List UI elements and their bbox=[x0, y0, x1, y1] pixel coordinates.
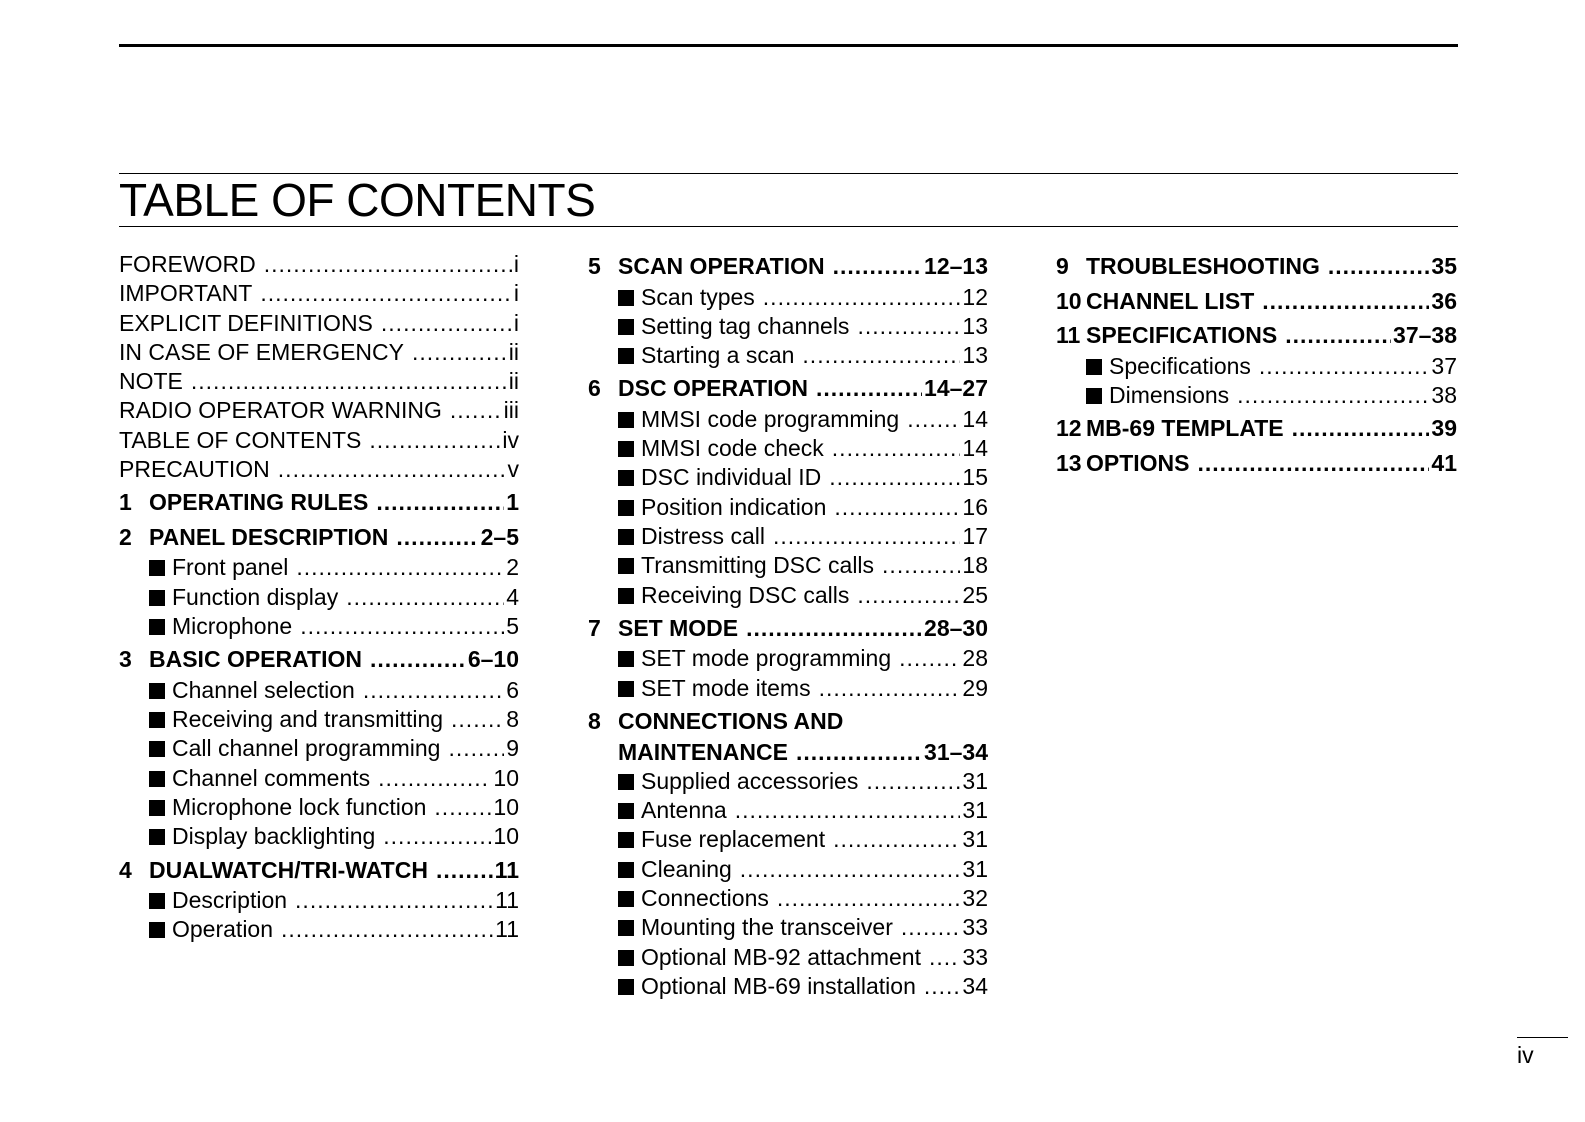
entry-label: FOREWORD bbox=[119, 251, 256, 277]
entry-label: MAINTENANCE bbox=[618, 738, 788, 765]
toc-section-entry[interactable] bbox=[119, 612, 519, 641]
entry-label: IMPORTANT bbox=[119, 280, 253, 307]
chapter-number: 5 bbox=[588, 253, 601, 279]
square-bullet-icon bbox=[618, 979, 634, 995]
toc-chapter-entry[interactable] bbox=[119, 519, 519, 554]
entry-page-number: 16 bbox=[962, 493, 988, 520]
toc-section-entry[interactable] bbox=[588, 434, 988, 463]
dot-leader bbox=[191, 367, 507, 396]
toc-column-3 bbox=[1056, 250, 1457, 479]
toc-section-entry[interactable] bbox=[588, 341, 988, 370]
entry-label: Description bbox=[172, 887, 288, 914]
dot-leader bbox=[929, 943, 960, 972]
square-bullet-icon bbox=[618, 412, 634, 428]
dot-leader bbox=[376, 486, 504, 519]
toc-section-entry[interactable] bbox=[588, 884, 988, 913]
toc-section-entry[interactable] bbox=[119, 676, 519, 705]
entry-label: PANEL DESCRIPTION bbox=[149, 523, 389, 550]
dot-leader bbox=[278, 455, 506, 484]
entry-page-number: 11 bbox=[495, 887, 519, 914]
dot-leader bbox=[1292, 412, 1430, 445]
toc-front-matter-entry[interactable] bbox=[119, 279, 519, 308]
square-bullet-icon bbox=[149, 800, 165, 816]
entry-page-number: 33 bbox=[962, 943, 988, 970]
entry-label: Channel selection bbox=[172, 676, 355, 703]
title-rule-bottom bbox=[119, 226, 1458, 227]
square-bullet-icon bbox=[618, 319, 634, 335]
chapter-number: 1 bbox=[119, 489, 132, 516]
toc-front-matter-entry[interactable] bbox=[119, 396, 519, 425]
square-bullet-icon bbox=[149, 741, 165, 757]
square-bullet-icon bbox=[618, 500, 634, 516]
entry-page-number: 2 bbox=[506, 554, 519, 581]
chapter-number: 12 bbox=[1056, 415, 1082, 442]
entry-page-number: iii bbox=[503, 397, 519, 424]
dot-leader bbox=[281, 915, 493, 944]
toc-column-2 bbox=[588, 250, 988, 1001]
entry-label: SCAN OPERATION bbox=[618, 253, 825, 279]
entry-label: SET MODE bbox=[618, 614, 739, 641]
entry-page-number: 10 bbox=[493, 764, 519, 791]
dot-leader bbox=[378, 764, 491, 793]
toc-section-entry[interactable] bbox=[119, 822, 519, 851]
entry-label: Display backlighting bbox=[172, 823, 376, 850]
entry-label: OPTIONS bbox=[1086, 449, 1190, 476]
entry-page-number: 38 bbox=[1431, 381, 1457, 408]
toc-section-entry[interactable] bbox=[588, 283, 988, 312]
entry-label: SPECIFICATIONS bbox=[1086, 322, 1278, 348]
entry-label: Channel comments bbox=[172, 764, 371, 791]
entry-label: OPERATING RULES bbox=[149, 489, 369, 516]
toc-section-entry[interactable] bbox=[588, 522, 988, 551]
square-bullet-icon bbox=[618, 651, 634, 667]
toc-section-entry[interactable] bbox=[1056, 381, 1457, 410]
entry-page-number: 6 bbox=[506, 676, 519, 703]
square-bullet-icon bbox=[618, 681, 634, 697]
toc-chapter-entry[interactable] bbox=[1056, 410, 1457, 445]
dot-leader bbox=[260, 279, 512, 308]
top-rule bbox=[119, 44, 1458, 47]
entry-page-number: 37 bbox=[1431, 352, 1457, 379]
dot-leader bbox=[746, 612, 922, 645]
dot-leader bbox=[381, 309, 512, 338]
entry-page-number: 31 bbox=[962, 797, 988, 824]
square-bullet-icon bbox=[1086, 388, 1102, 404]
toc-chapter-entry[interactable] bbox=[119, 484, 519, 519]
entry-page-number: iv bbox=[502, 426, 519, 453]
entry-label: MMSI code check bbox=[641, 435, 824, 462]
entry-page-number: 2–5 bbox=[480, 523, 519, 550]
entry-label: Position indication bbox=[641, 493, 827, 520]
chapter-number: 7 bbox=[588, 614, 601, 641]
toc-section-entry[interactable] bbox=[588, 972, 988, 1001]
entry-label: Transmitting DSC calls bbox=[641, 552, 875, 579]
entry-label: DSC OPERATION bbox=[618, 375, 808, 402]
toc-section-entry[interactable] bbox=[119, 583, 519, 612]
dot-leader bbox=[450, 396, 502, 425]
toc-chapter-entry[interactable] bbox=[588, 250, 988, 283]
entry-label: DSC individual ID bbox=[641, 464, 822, 491]
entry-page-number: 33 bbox=[962, 914, 988, 941]
toc-section-entry[interactable] bbox=[588, 493, 988, 522]
dot-leader bbox=[396, 521, 478, 554]
entry-label: Connections bbox=[641, 885, 769, 912]
square-bullet-icon bbox=[149, 922, 165, 938]
toc-section-entry[interactable] bbox=[588, 767, 988, 796]
square-bullet-icon bbox=[149, 829, 165, 845]
toc-section-entry[interactable] bbox=[588, 551, 988, 580]
square-bullet-icon bbox=[618, 803, 634, 819]
entry-page-number: i bbox=[513, 251, 519, 277]
entry-page-number: 31 bbox=[962, 826, 988, 853]
entry-page-number: 4 bbox=[506, 583, 519, 610]
chapter-number: 8 bbox=[588, 708, 601, 735]
toc-front-matter-entry[interactable] bbox=[119, 426, 519, 455]
entry-page-number: 10 bbox=[493, 793, 519, 820]
entry-label: Front panel bbox=[172, 554, 289, 581]
entry-page-number: 31 bbox=[962, 767, 988, 794]
dot-leader bbox=[832, 434, 961, 463]
entry-label: Receiving and transmitting bbox=[172, 706, 444, 733]
entry-label: Call channel programming bbox=[172, 735, 441, 762]
square-bullet-icon bbox=[149, 683, 165, 699]
chapter-number: 13 bbox=[1056, 449, 1082, 476]
entry-label: Distress call bbox=[641, 523, 765, 550]
entry-page-number: 28–30 bbox=[924, 614, 988, 641]
toc-section-entry[interactable] bbox=[588, 674, 988, 703]
dot-leader bbox=[296, 553, 504, 582]
page-number-rule bbox=[1517, 1037, 1568, 1038]
dot-leader bbox=[436, 854, 493, 887]
chapter-number: 11 bbox=[1056, 322, 1081, 348]
entry-page-number: 18 bbox=[962, 552, 988, 579]
square-bullet-icon bbox=[618, 774, 634, 790]
entry-label: Microphone lock function bbox=[172, 793, 427, 820]
toc-chapter-entry[interactable] bbox=[119, 852, 519, 887]
entry-page-number: 31 bbox=[962, 855, 988, 882]
dot-leader bbox=[370, 643, 466, 676]
entry-label: TROUBLESHOOTING bbox=[1086, 253, 1320, 279]
chapter-number: 10 bbox=[1056, 287, 1082, 314]
toc-front-matter-entry[interactable] bbox=[119, 338, 519, 367]
dot-leader bbox=[346, 583, 504, 612]
entry-page-number: 32 bbox=[962, 885, 988, 912]
square-bullet-icon bbox=[618, 891, 634, 907]
entry-page-number: 13 bbox=[962, 312, 988, 339]
entry-label: Microphone bbox=[172, 612, 293, 639]
toc-section-entry[interactable] bbox=[119, 705, 519, 734]
square-bullet-icon bbox=[149, 712, 165, 728]
entry-label: IN CASE OF EMERGENCY bbox=[119, 338, 404, 365]
entry-label: RADIO OPERATOR WARNING bbox=[119, 397, 442, 424]
entry-page-number: 9 bbox=[506, 735, 519, 762]
dot-leader bbox=[264, 250, 512, 279]
dot-leader bbox=[802, 341, 960, 370]
entry-page-number: 11 bbox=[494, 856, 519, 883]
dot-leader bbox=[740, 855, 961, 884]
dot-leader bbox=[1198, 447, 1430, 480]
entry-label: NOTE bbox=[119, 368, 183, 395]
entry-label: MMSI code programming bbox=[641, 405, 900, 432]
dot-leader bbox=[383, 822, 491, 851]
toc-section-entry[interactable] bbox=[1056, 352, 1457, 381]
entry-label: Mounting the transceiver bbox=[641, 914, 893, 941]
entry-page-number: ii bbox=[508, 368, 519, 395]
entry-label: Dimensions bbox=[1109, 381, 1230, 408]
entry-page-number: 28 bbox=[962, 645, 988, 672]
dot-leader bbox=[857, 581, 960, 610]
toc-section-entry[interactable] bbox=[119, 734, 519, 763]
toc-chapter-entry[interactable] bbox=[1056, 317, 1457, 352]
square-bullet-icon bbox=[618, 348, 634, 364]
entry-page-number: 5 bbox=[506, 612, 519, 639]
toc-section-entry[interactable] bbox=[119, 793, 519, 822]
entry-label: Receiving DSC calls bbox=[641, 581, 850, 608]
toc-column-1 bbox=[119, 250, 519, 945]
toc-section-entry[interactable] bbox=[588, 943, 988, 972]
entry-label: Setting tag channels bbox=[641, 312, 850, 339]
square-bullet-icon bbox=[618, 529, 634, 545]
toc-chapter-entry[interactable] bbox=[1056, 445, 1457, 480]
toc-section-entry[interactable] bbox=[588, 855, 988, 884]
entry-page-number: 14 bbox=[962, 435, 988, 462]
page-number: iv bbox=[1517, 1042, 1534, 1068]
entry-label: Operation bbox=[172, 916, 274, 943]
entry-label: Function display bbox=[172, 583, 339, 610]
dot-leader bbox=[866, 767, 960, 796]
entry-label: Specifications bbox=[1109, 352, 1251, 379]
dot-leader bbox=[412, 338, 507, 367]
entry-label: Cleaning bbox=[641, 855, 732, 882]
square-bullet-icon bbox=[618, 920, 634, 936]
entry-page-number: 34 bbox=[962, 972, 988, 999]
dot-leader bbox=[451, 705, 504, 734]
entry-label: Scan types bbox=[641, 283, 755, 310]
entry-page-number: 8 bbox=[506, 706, 519, 733]
toc-section-entry[interactable] bbox=[588, 405, 988, 434]
entry-page-number: 12 bbox=[962, 283, 988, 310]
square-bullet-icon bbox=[618, 832, 634, 848]
entry-page-number: 17 bbox=[962, 523, 988, 550]
entry-label: CHANNEL LIST bbox=[1086, 287, 1255, 314]
dot-leader bbox=[369, 426, 500, 455]
square-bullet-icon bbox=[149, 771, 165, 787]
entry-label: Optional MB-69 installation bbox=[641, 972, 916, 999]
toc-front-matter-entry[interactable] bbox=[119, 309, 519, 338]
entry-page-number: i bbox=[513, 309, 519, 336]
entry-page-number: 10 bbox=[493, 823, 519, 850]
dot-leader bbox=[434, 793, 491, 822]
toc-section-entry[interactable] bbox=[119, 915, 519, 944]
entry-label: DUALWATCH/TRI-WATCH bbox=[149, 856, 428, 883]
toc-section-entry[interactable] bbox=[588, 463, 988, 492]
entry-label: Starting a scan bbox=[641, 342, 795, 369]
entry-label: Fuse replacement bbox=[641, 826, 826, 853]
entry-label: MB-69 TEMPLATE bbox=[1086, 415, 1284, 442]
chapter-number: 2 bbox=[119, 523, 132, 550]
entry-page-number: 12–13 bbox=[924, 253, 988, 279]
entry-page-number: 35 bbox=[1431, 253, 1457, 279]
entry-page-number: 11 bbox=[495, 916, 519, 943]
chapter-number: 6 bbox=[588, 375, 601, 402]
toc-chapter-entry-continued[interactable] bbox=[588, 738, 988, 767]
dot-leader bbox=[1262, 285, 1429, 318]
square-bullet-icon bbox=[1086, 359, 1102, 375]
entry-label: TABLE OF CONTENTS bbox=[119, 426, 362, 453]
entry-page-number: 6–10 bbox=[467, 646, 519, 673]
entry-page-number: i bbox=[513, 280, 519, 307]
toc-section-entry[interactable] bbox=[588, 644, 988, 673]
dot-leader bbox=[773, 522, 960, 551]
square-bullet-icon bbox=[618, 588, 634, 604]
dot-leader bbox=[1328, 250, 1430, 283]
toc-chapter-entry[interactable] bbox=[1056, 283, 1457, 318]
entry-page-number: ii bbox=[508, 338, 519, 365]
toc-section-entry[interactable] bbox=[588, 312, 988, 341]
entry-label: Supplied accessories bbox=[641, 767, 859, 794]
entry-page-number: 13 bbox=[962, 342, 988, 369]
toc-front-matter-entry[interactable] bbox=[119, 250, 519, 279]
toc-section-entry[interactable] bbox=[588, 581, 988, 610]
dot-leader bbox=[833, 250, 922, 283]
toc-section-entry[interactable] bbox=[119, 553, 519, 582]
toc-front-matter-entry[interactable] bbox=[119, 367, 519, 396]
toc-chapter-entry[interactable] bbox=[1056, 250, 1457, 283]
toc-section-entry[interactable] bbox=[119, 886, 519, 915]
toc-front-matter-entry[interactable] bbox=[119, 455, 519, 484]
toc-chapter-entry[interactable] bbox=[588, 703, 988, 738]
dot-leader bbox=[1237, 381, 1429, 410]
dot-leader bbox=[899, 644, 960, 673]
toc-section-entry[interactable] bbox=[119, 764, 519, 793]
entry-label: BASIC OPERATION bbox=[149, 646, 362, 673]
chapter-number: 3 bbox=[119, 646, 132, 673]
toc-section-entry[interactable] bbox=[588, 796, 988, 825]
square-bullet-icon bbox=[149, 619, 165, 635]
square-bullet-icon bbox=[618, 290, 634, 306]
entry-page-number: 41 bbox=[1431, 449, 1457, 476]
toc-section-entry[interactable] bbox=[588, 913, 988, 942]
dot-leader bbox=[924, 972, 961, 1001]
square-bullet-icon bbox=[149, 560, 165, 576]
dot-leader bbox=[901, 913, 961, 942]
entry-page-number: 14 bbox=[962, 405, 988, 432]
square-bullet-icon bbox=[618, 950, 634, 966]
entry-label: SET mode programming bbox=[641, 645, 892, 672]
dot-leader bbox=[857, 312, 960, 341]
toc-section-entry[interactable] bbox=[588, 825, 988, 854]
toc-chapter-entry[interactable] bbox=[588, 610, 988, 645]
square-bullet-icon bbox=[149, 893, 165, 909]
entry-page-number: 36 bbox=[1431, 287, 1457, 314]
entry-page-number: 39 bbox=[1431, 415, 1457, 442]
dot-leader bbox=[819, 674, 961, 703]
entry-page-number: 15 bbox=[962, 464, 988, 491]
entry-label: Antenna bbox=[641, 797, 727, 824]
entry-page-number: v bbox=[507, 456, 519, 483]
entry-page-number: 31–34 bbox=[924, 738, 988, 765]
toc-chapter-entry[interactable] bbox=[119, 641, 519, 676]
dot-leader bbox=[300, 612, 504, 641]
square-bullet-icon bbox=[149, 590, 165, 606]
dot-leader bbox=[833, 825, 960, 854]
entry-label: SET mode items bbox=[641, 674, 811, 701]
square-bullet-icon bbox=[618, 558, 634, 574]
entry-page-number: 37–38 bbox=[1393, 322, 1457, 348]
dot-leader bbox=[834, 493, 960, 522]
dot-leader bbox=[796, 738, 922, 767]
entry-page-number: 29 bbox=[962, 674, 988, 701]
entry-label: PRECAUTION bbox=[119, 456, 270, 483]
dot-leader bbox=[448, 734, 504, 763]
dot-leader bbox=[1285, 319, 1391, 352]
dot-leader bbox=[1259, 352, 1429, 381]
dot-leader bbox=[882, 551, 960, 580]
square-bullet-icon bbox=[618, 441, 634, 457]
dot-leader bbox=[907, 405, 960, 434]
entry-page-number: 1 bbox=[506, 489, 519, 516]
dot-leader bbox=[295, 886, 493, 915]
entry-page-number: 14–27 bbox=[924, 375, 988, 402]
entry-page-number: 25 bbox=[962, 581, 988, 608]
dot-leader bbox=[763, 283, 961, 312]
chapter-number: 9 bbox=[1056, 253, 1069, 279]
dot-leader bbox=[777, 884, 961, 913]
toc-chapter-entry[interactable] bbox=[588, 370, 988, 405]
dot-leader bbox=[735, 796, 961, 825]
square-bullet-icon bbox=[618, 470, 634, 486]
entry-label: EXPLICIT DEFINITIONS bbox=[119, 309, 373, 336]
chapter-number: 4 bbox=[119, 856, 132, 883]
entry-label: Optional MB-92 attachment bbox=[641, 943, 921, 970]
dot-leader bbox=[363, 676, 504, 705]
dot-leader bbox=[829, 463, 960, 492]
square-bullet-icon bbox=[618, 862, 634, 878]
entry-label: CONNECTIONS AND bbox=[618, 708, 844, 735]
page-title: TABLE OF CONTENTS bbox=[119, 174, 596, 226]
dot-leader bbox=[816, 372, 922, 405]
